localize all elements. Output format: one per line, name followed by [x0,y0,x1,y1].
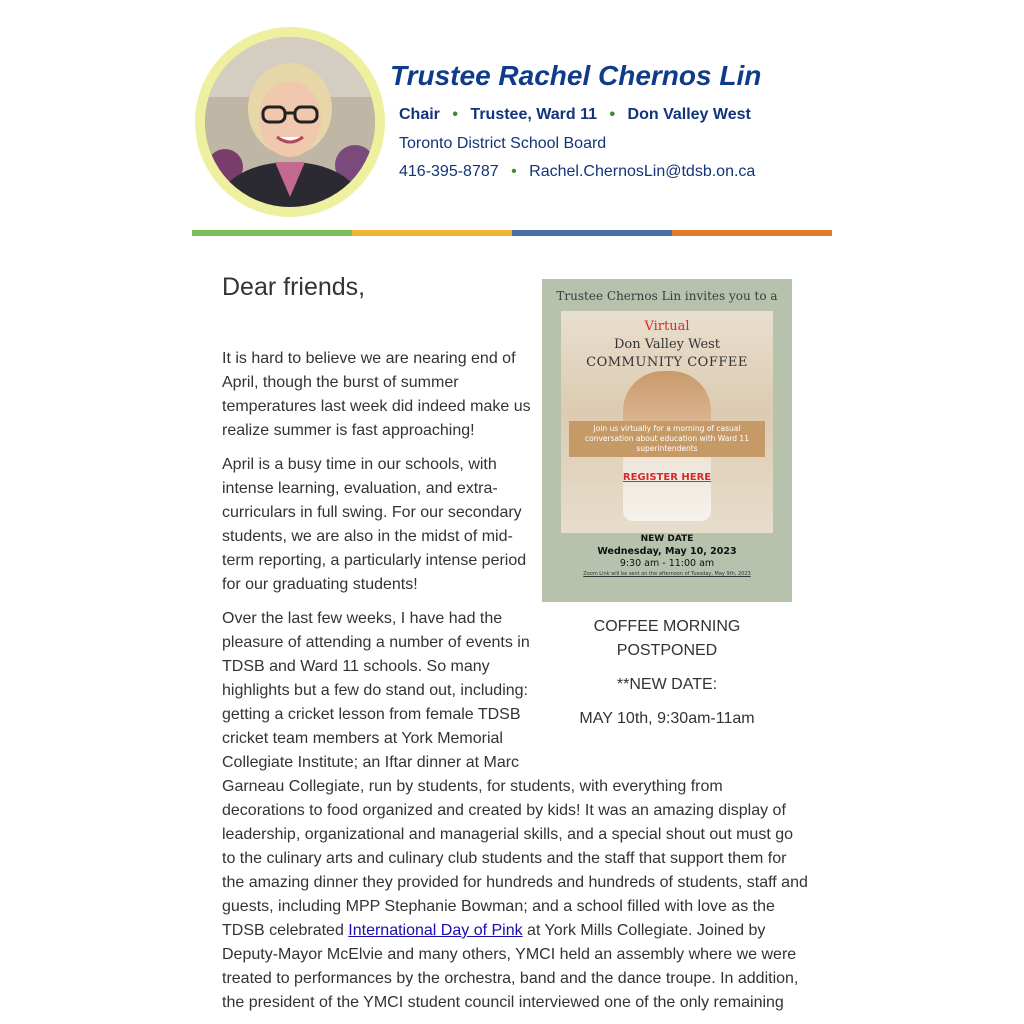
divider-segment-orange [672,230,832,236]
flyer-invite-text: Trustee Chernos Lin invites you to a [556,289,778,303]
text-line: the amazing dinner they provided for hundreds and hundreds of students, staff and [222,874,808,891]
board-name: Toronto District School Board [399,135,607,152]
text-line: term reporting, a particularly intense period [222,552,527,569]
text-line: intense learning, evaluation, and extra- [222,480,498,497]
flyer-virtual-label: Virtual [644,319,690,334]
phone-number[interactable]: 416-395-8787 [399,163,499,180]
divider-segment-green [192,230,352,236]
flyer-time: 9:30 am - 11:00 am [619,558,715,569]
caption-when: MAY 10th, 9:30am-11am [579,710,755,727]
flyer-zoom-note: Zoom Link will be sent on the afternoon of Tuesday, May 9th, 2023 [583,571,751,577]
text-line: Garneau Collegiate, run by students, for students, with everything from [222,778,723,795]
text-line: the president of the YMCI student council interviewed one of the only remaining [222,994,784,1011]
paragraph-1 [222,347,537,443]
flyer-new-date-label: NEW DATE [640,534,694,544]
color-divider-bar [192,230,832,236]
flyer-date: Wednesday, May 10, 2023 [597,546,737,557]
text-line: decorations to food organized and created by kids! It was an amazing display of [222,802,786,819]
flyer-event-title: COMMUNITY COFFEE [586,355,748,370]
caption-line-2: POSTPONED [616,642,718,659]
text-line: Collegiate Institute; an Iftar dinner at Marc [222,754,520,771]
greeting-heading: Dear friends, [222,273,366,301]
text-line: curriculars in full swing. For our secondary [222,504,522,521]
text-line: at York Mills Collegiate. Joined by [522,922,766,939]
text-line: pleasure of attending a number of events in [222,634,530,651]
text-line: cricket team members at York Memorial [222,730,503,747]
text-line: Over the last few weeks, I have had the [222,610,503,627]
text-line: getting a cricket lesson from female TDSB [222,706,521,723]
text-line: treated to performances by the orchestra, band and the dance troupe. In addition, [222,970,799,987]
portrait-illustration [205,37,375,207]
text-line: to the culinary arts and culinary club students and the staff that support them for [222,850,787,867]
text-line: TDSB celebrated [222,922,349,939]
text-line: Deputy-Mayor McElvie and many others, YMCI held an assembly where we were [222,946,797,963]
text-line: leadership, organizational and managerial skills, and a special shout out must go [222,826,794,843]
contact-line [399,163,755,181]
text-line: April, though the burst of summer [222,374,459,391]
caption-line-1: COFFEE MORNING [593,618,741,635]
separator-dot: • [452,106,458,123]
text-line: students, we are also in the midst of mid- [222,528,513,545]
page-title: Trustee Rachel Chernos Lin [390,60,762,91]
community-coffee-flyer[interactable] [542,279,792,602]
text-line: highlights but a few do stand out, including: [222,682,528,699]
divider-segment-yellow [352,230,512,236]
text-line: April is a busy time in our schools, with [222,456,497,473]
text-line: for our graduating students! [222,576,418,593]
register-link[interactable]: REGISTER HERE [622,472,712,483]
flyer-area-label: Don Valley West [613,337,721,352]
trustee-roles [399,106,751,124]
trustee-photo-frame [195,27,385,217]
caption-new-date: **NEW DATE: [616,676,718,693]
separator-dot: • [609,106,616,123]
flyer-coffee-photo [561,311,773,533]
text-line: guests, including MPP Stephanie Bowman; and a school filled with love as the [222,898,775,915]
divider-segment-blue [512,230,672,236]
role-ward: Don Valley West [627,106,751,123]
text-line: realize summer is fast approaching! [222,422,475,439]
newsletter-header [192,24,832,236]
trustee-photo [205,37,375,207]
text-line: TDSB and Ward 11 schools. So many [222,658,490,675]
separator-dot: • [511,163,517,180]
paragraph-3 [222,607,812,1015]
role-chair: Chair [399,106,440,123]
text-line: temperatures last week did indeed make us [222,398,531,415]
paragraph-2 [222,453,537,597]
text-line: It is hard to believe we are nearing end of [222,350,516,367]
role-trustee: Trustee, Ward 11 [470,106,597,123]
email-address[interactable]: Rachel.ChernosLin@tdsb.on.ca [529,163,756,180]
flyer-banner: Join us virtually for a morning of casual conversation about education with Ward 11 superintendents [569,421,765,457]
day-of-pink-link[interactable]: International Day of Pink [348,922,523,939]
